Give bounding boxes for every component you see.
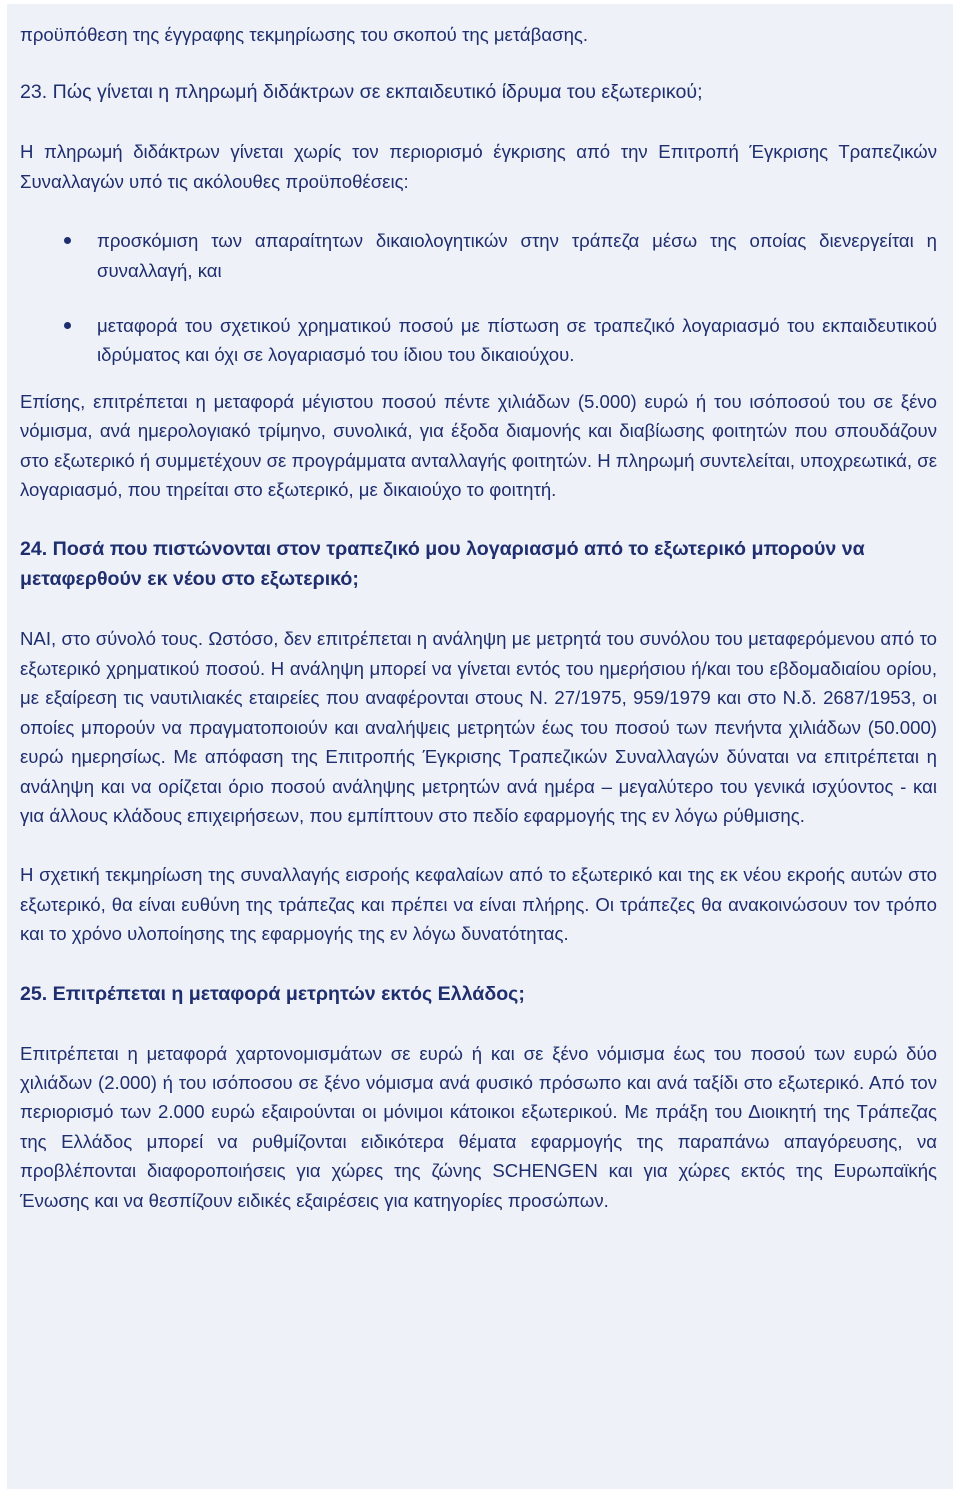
bullet-icon bbox=[64, 322, 71, 329]
q24-paragraph-1: ΝΑΙ, στο σύνολό τους. Ωστόσο, δεν επιτρέπεται η ανάληψη με μετρητά του συνόλου του μεταφερόμενου από το εξωτερικό χρηματικού ποσού. Η ανάληψη μπορεί να γίνεται εντός του ημερήσιου ή/και του εβδομαδιαίου ορίου, με εξαίρεση τις ναυτιλιακές εταιρείες που αναφέρονται στους Ν. 27/1975, 959/1979 και στο Ν.δ. 2687/1953, οι οποίες μπορούν να πραγματοποιούν και αναλήψεις μετρητών έως του ποσού των πενήντα χιλιάδων (50.000) ευρώ ημερησίως. Με απόφαση της Επιτροπής Έγκρισης Τραπεζικών Συναλλαγών δύναται να επιτρέπεται η ανάληψη και να ορίζεται όριο ποσού ανάληψης μετρητών ανά ημέρα – μεγαλύτερο του γενικά ισχύοντος - και για άλλους κλάδους επιχειρήσεων, που εμπίπτουν στο πεδίο εφαρμογής της εν λόγω ρύθμισης. bbox=[20, 628, 937, 826]
q23-heading: 23. Πώς γίνεται η πληρωμή διδάκτρων σε εκπαιδευτικό ίδρυμα του εξωτερικού; bbox=[20, 81, 703, 104]
list-item bbox=[20, 311, 937, 370]
list-item-text: μεταφορά του σχετικού χρηματικού ποσού με πίστωση σε τραπεζικό λογαριασμό του εκπαιδευτικού ιδρύματος και όχι σε λογαριασμό του ίδιου του δικαιούχου. bbox=[97, 315, 937, 366]
q25-heading: 25. Επιτρέπεται η μεταφορά μετρητών εκτός Ελλάδος; bbox=[20, 982, 525, 1005]
q24-heading: 24. Ποσά που πιστώνονται στον τραπεζικό μου λογαριασμό από το εξωτερικό μπορούν να μεταφερθούν εκ νέου στο εξωτερικό; bbox=[20, 538, 865, 591]
q23-bullet-list bbox=[20, 226, 937, 370]
bullet-icon bbox=[64, 237, 71, 244]
intro-line: προϋπόθεση της έγγραφης τεκμηρίωσης του σκοπού της μετάβασης. bbox=[20, 24, 589, 45]
q24-paragraph-2: Η σχετική τεκμηρίωση της συναλλαγής εισροής κεφαλαίων από το εξωτερικό και της εκ νέου εκροής αυτών στο εξωτερικό, θα είναι ευθύνη της τράπεζας και πρέπει να είναι πλήρης. Οι τράπεζες θα ανακοινώσουν τον τρόπο και το χρόνο υλοποίησης της εφαρμογής της εν λόγω δυνατότητας. bbox=[20, 864, 937, 945]
list-item-text: προσκόμιση των απαραίτητων δικαιολογητικών στην τράπεζα μέσω της οποίας διενεργείται η συναλλαγή, και bbox=[97, 230, 937, 281]
q23-body: Επίσης, επιτρέπεται η μεταφορά μέγιστου ποσού πέντε χιλιάδων (5.000) ευρώ ή του ισόποσού του σε ξένο νόμισμα, ανά ημερολογιακό τρίμηνο, συνολικά, για έξοδα διαμονής και διαβίωσης φοιτητών που σπουδάζουν στο εξωτερικό ή συμμετέχουν σε προγράμματα ανταλλαγής φοιτητών. Η πληρωμή συντελείται, υποχρεωτικά, σε λογαριασμό, που τηρείται στο εξωτερικό, με δικαιούχο το φοιτητή. bbox=[20, 390, 938, 501]
document-page bbox=[7, 4, 953, 1489]
q25-paragraph: Επιτρέπεται η μεταφορά χαρτονομισμάτων σε ευρώ ή και σε ξένο νόμισμα έως του ποσού των ευρώ δύο χιλιάδων (2.000) ή του ισόποσου σε ξένο νόμισμα ανά φυσικό πρόσωπο και ανά ταξίδι στο εξωτερικό. Από τον περιορισμό των 2.000 ευρώ εξαιρούνται οι μόνιμοι κάτοικοι εξωτερικού. Με πράξη του Διοικητή της Τράπεζας της Ελλάδος μπορεί να ρυθμίζονται ειδικότερα θέματα εφαρμογής της παραπάνω απαγόρευσης, να προβλέπονται διαφοροποιήσεις για χώρες της ζώνης SCHENGEN και για χώρες εκτός της Ευρωπαϊκής Ένωσης και να θεσπίζουν ειδικές εξαιρέσεις για κατηγορίες προσώπων. bbox=[20, 1042, 937, 1211]
list-item bbox=[20, 226, 937, 285]
q23-intro: Η πληρωμή διδάκτρων γίνεται χωρίς τον περιορισμό έγκρισης από την Επιτροπή Έγκρισης Τραπεζικών Συναλλαγών υπό τις ακόλουθες προϋποθέσεις: bbox=[20, 141, 937, 192]
